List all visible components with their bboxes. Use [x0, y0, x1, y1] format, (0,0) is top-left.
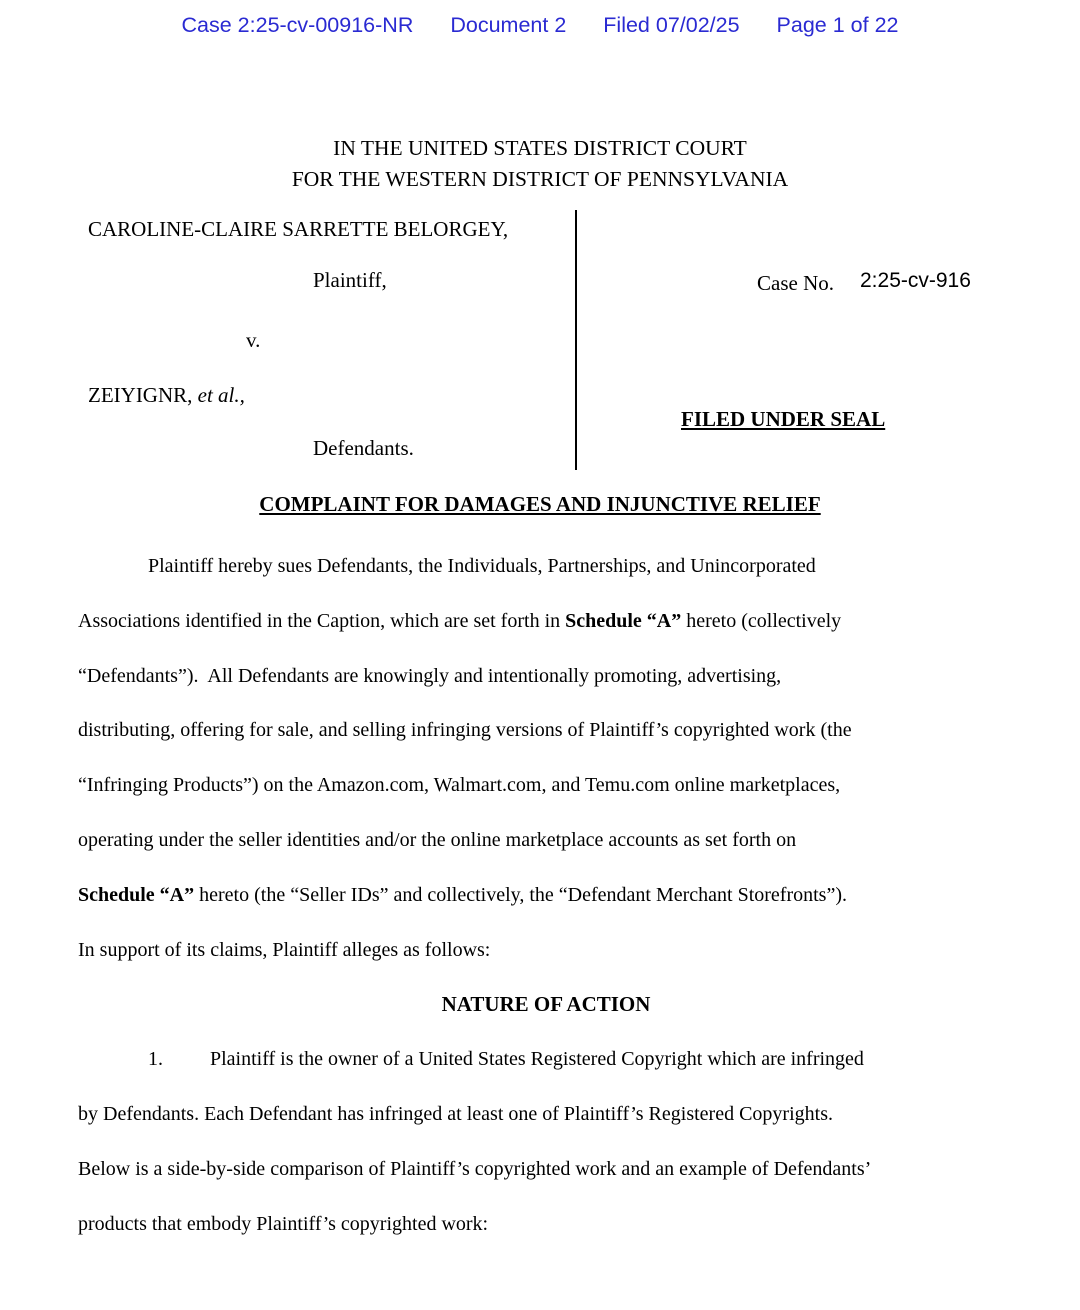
body-line: by Defendants. Each Defendant has infringed at least one of Plaintiff’s Registered Copyrights.: [78, 1102, 833, 1125]
body-line: In support of its claims, Plaintiff alleges as follows:: [78, 938, 491, 961]
section-heading: NATURE OF ACTION: [441, 992, 651, 1017]
header-case-number: Case 2:25-cv-00916-NR: [181, 13, 414, 37]
versus-label: v.: [246, 328, 261, 352]
document-title: COMPLAINT FOR DAMAGES AND INJUNCTIVE RELIEF: [259, 492, 821, 516]
body-line: “Defendants”). All Defendants are knowingly and intentionally promoting, advertising,: [78, 664, 782, 687]
case-number-label: Case No.: [757, 271, 834, 295]
body-line: 1. Plaintiff is the owner of a United States Registered Copyright which are infringed: [148, 1048, 864, 1071]
caption-vertical-rule: [575, 210, 577, 470]
body-line: Plaintiff hereby sues Defendants, the Individuals, Partnerships, and Unincorporated: [148, 555, 816, 577]
body-line: Associations identified in the Caption, which are set forth in Schedule “A” hereto (collectively: [78, 609, 842, 632]
header-filed-date: Filed 07/02/25: [603, 13, 740, 37]
document-body: [78, 539, 1014, 1251]
court-heading-line1: IN THE UNITED STATES DISTRICT COURT: [333, 136, 747, 160]
body-line: “Infringing Products”) on the Amazon.com, Walmart.com, and Temu.com online marketplaces,: [78, 774, 841, 797]
pdf-stamp-header: [0, 13, 1080, 38]
header-page-number: Page 1 of 22: [776, 13, 899, 37]
body-line: Below is a side-by-side comparison of Plaintiff’s copyrighted work and an example of Defendants’: [78, 1157, 872, 1180]
court-heading: [0, 133, 1080, 195]
case-number-value: 2:25-cv-916: [860, 269, 971, 292]
defendant-role: Defendants.: [313, 436, 414, 460]
filed-under-seal-notice: FILED UNDER SEAL: [681, 407, 886, 431]
body-line: products that embody Plaintiff’s copyrighted work:: [78, 1212, 489, 1235]
header-document-number: Document 2: [450, 13, 567, 37]
body-line: operating under the seller identities and/or the online marketplace accounts as set forth on: [78, 828, 797, 851]
court-heading-line2: FOR THE WESTERN DISTRICT OF PENNSYLVANIA: [291, 167, 789, 191]
defendant-name: ZEIYIGNR, et al.,: [88, 383, 245, 407]
plaintiff-role: Plaintiff,: [313, 268, 387, 292]
body-line: distributing, offering for sale, and selling infringing versions of Plaintiff’s copyrighted work (the: [78, 719, 852, 742]
body-line: Schedule “A” hereto (the “Seller IDs” and collectively, the “Defendant Merchant Storefronts”).: [78, 883, 847, 906]
plaintiff-name: CAROLINE-CLAIRE SARRETTE BELORGEY,: [88, 217, 509, 241]
